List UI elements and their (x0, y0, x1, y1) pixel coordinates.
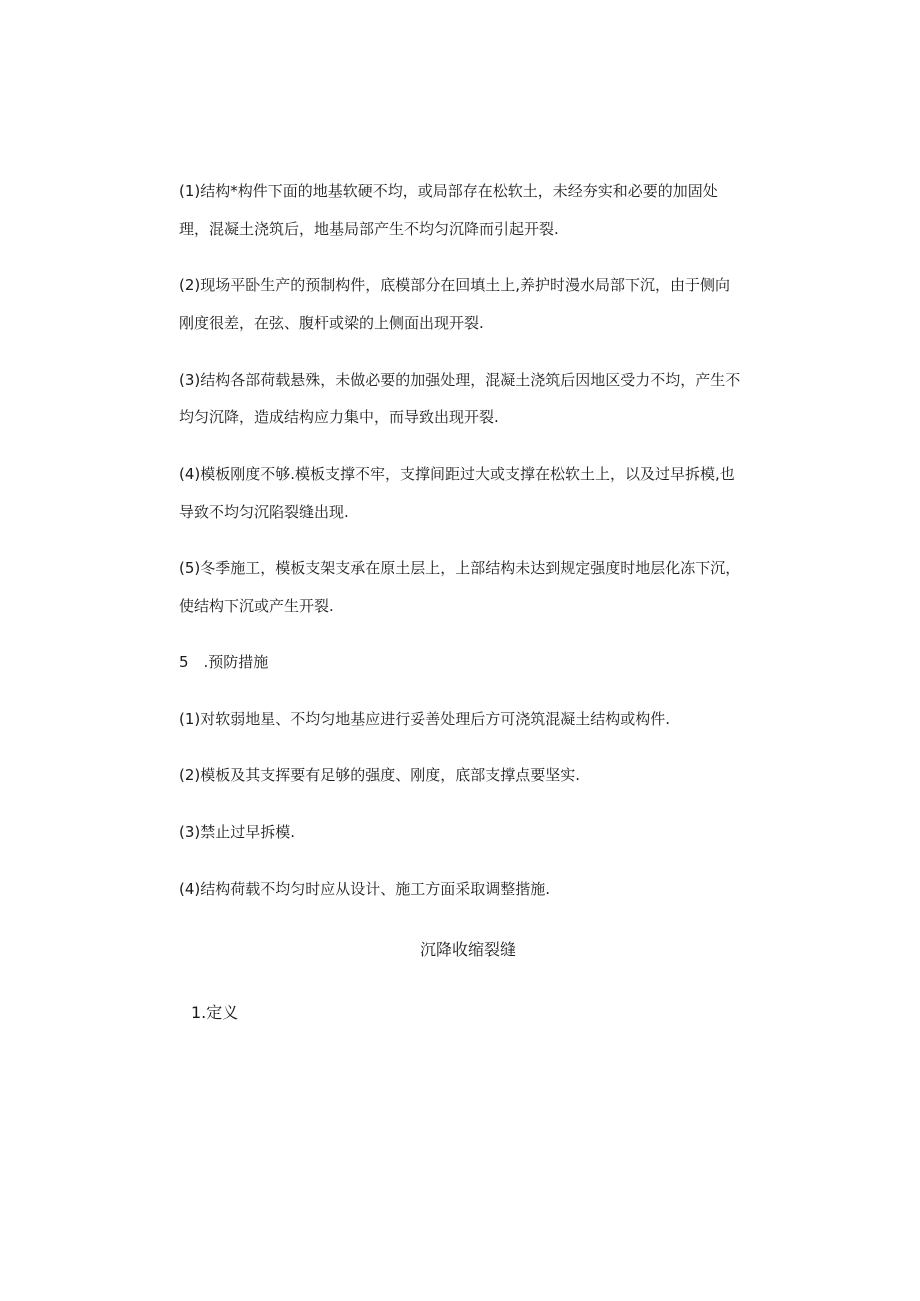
prevention-item-1: (1)对软弱地星、不均匀地基应进行妥善处理后方可浇筑混凝土结构或构件. (179, 710, 671, 728)
cause-3-line-1: (3)结构各部荷载悬殊，未做必要的加强处理，混凝土浇筑后因地区受力不均，产生不 (179, 371, 741, 389)
cause-5-line-2: 使结构下沉或产生开裂. (179, 597, 334, 615)
section-title: 沉降收缩裂缝 (419, 940, 516, 959)
cause-3-line-2: 均匀沉降，造成结构应力集中，而导致出现开裂. (179, 408, 499, 426)
prevention-item-3: (3)禁止过早拆模. (179, 823, 296, 841)
cause-1-line-2: 理，混凝土浇筑后，地基局部产生不均匀沉降而引起开裂. (179, 220, 559, 238)
cause-4-line-2: 导致不均匀沉陷裂缝出现. (179, 503, 349, 521)
cause-2-line-2: 刚度很差，在弦、腹杆或梁的上侧面出现开裂. (179, 314, 484, 332)
cause-2-line-1: (2)现场平卧生产的预制构件，底模部分在回填土上,养护时漫水局部下沉，由于侧向 (179, 276, 731, 294)
cause-1-line-1: (1)结构*构件下面的地基软硬不均，或局部存在松软土，未经夯实和必要的加固处 (179, 182, 718, 200)
cause-4-line-1: (4)模板刚度不够.模板支撑不牢，支撑间距过大或支撑在松软土上，以及过早拆模,也 (179, 465, 735, 483)
cause-5-line-1: (5)冬季施工，模板支架支承在原土层上，上部结构未达到规定强度时地层化冻下沉， (179, 559, 741, 577)
prevention-item-4: (4)结构荷载不均匀时应从设计、施工方面采取调整揩施. (179, 880, 551, 898)
prevention-heading: 5 .预防措施 (179, 653, 269, 671)
prevention-item-2: (2)模板及其支挥要有足够的强度、刚度，底部支撑点要坚实. (179, 766, 581, 784)
definition-subheading: 1.定义 (191, 1003, 239, 1022)
